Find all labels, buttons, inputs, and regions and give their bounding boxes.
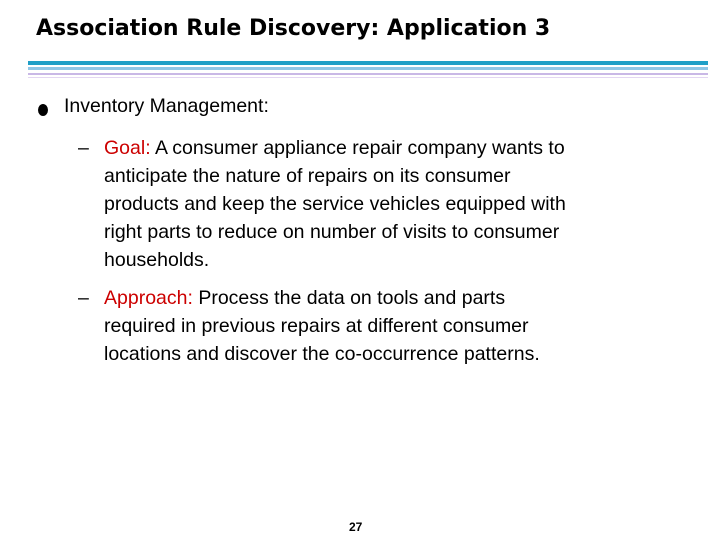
approach-line-1 — [104, 284, 505, 312]
goal-line-3: products and keep the service vehicles equipped with — [104, 193, 566, 215]
title-rule-quaternary — [28, 77, 708, 78]
approach-line-3: locations and discover the co-occurrence patterns. — [104, 343, 540, 365]
approach-line-2: required in previous repairs at different consumer — [104, 315, 529, 337]
slide-title: Association Rule Discovery: Application 3 — [36, 16, 551, 41]
goal-text-1: A consumer appliance repair company wants to — [150, 137, 565, 159]
title-rule-tertiary — [28, 73, 708, 75]
page-number: 27 — [349, 520, 363, 534]
approach-text-1: Process the data on tools and parts — [192, 287, 506, 309]
goal-dash: – — [78, 137, 89, 159]
goal-line-1 — [104, 134, 565, 162]
bullet-inventory-management: Inventory Management: — [64, 95, 269, 117]
title-rule-secondary — [28, 67, 708, 70]
goal-line-2: anticipate the nature of repairs on its consumer — [104, 165, 511, 187]
approach-label: Approach: — [104, 287, 193, 309]
approach-dash: – — [78, 287, 89, 309]
bullet-dot-icon — [38, 104, 48, 116]
goal-label: Goal: — [104, 137, 151, 159]
goal-line-5: households. — [104, 249, 210, 271]
title-rule-primary — [28, 61, 708, 65]
goal-line-4: right parts to reduce on number of visits to consumer — [104, 221, 560, 243]
